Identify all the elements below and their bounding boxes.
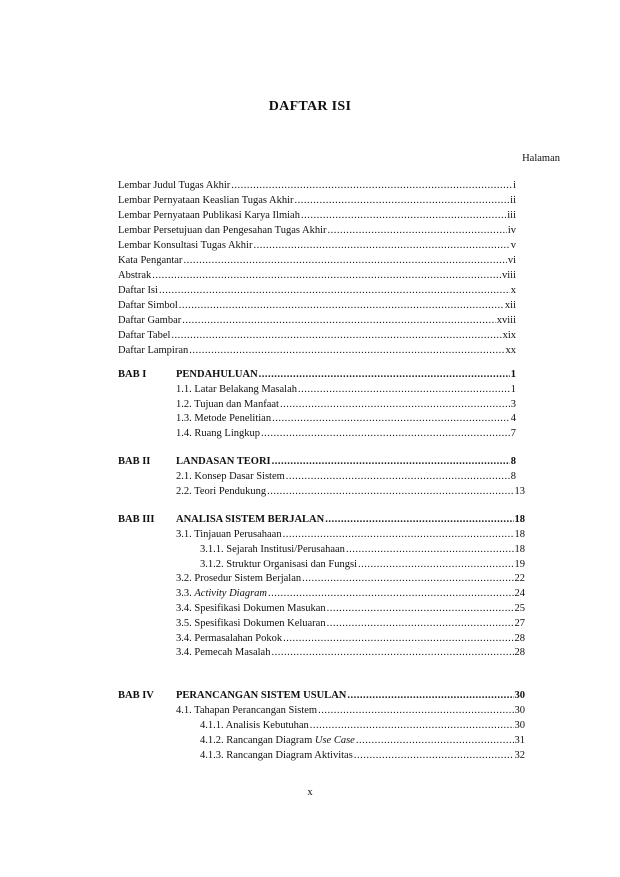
- chapter-label: BAB III: [118, 514, 155, 525]
- toc-entry: 3.4. Pemecah Masalah ..... 28: [176, 646, 525, 660]
- toc-entry: 1.3. Metode Penelitian ..... 4: [176, 412, 516, 426]
- toc-entry: 4.1.1. Analisis Kebutuhan ..... 30: [200, 719, 525, 733]
- toc-entry: Kata Pengantar ..... vi: [118, 254, 516, 268]
- page-number: x: [307, 787, 313, 798]
- toc-entry: 4.1. Tahapan Perancangan Sistem ..... 30: [176, 704, 525, 718]
- toc-entry: 3.5. Spesifikasi Dokumen Keluaran ..... 27: [176, 617, 525, 631]
- toc-entry: Daftar Lampiran ..... xx: [118, 344, 516, 358]
- toc-entry: 1.4. Ruang Lingkup ..... 7: [176, 427, 516, 441]
- toc-entry: 2.1. Konsep Dasar Sistem ..... 8: [176, 470, 516, 484]
- toc-entry: Daftar Simbol ..... xii: [118, 299, 516, 313]
- toc-entry: 3.4. Permasalahan Pokok ..... 28: [176, 632, 525, 646]
- toc-entry: Daftar Gambar ..... xviii: [118, 314, 516, 328]
- chapter-label: BAB IV: [118, 690, 154, 701]
- toc-entry: Abstrak ..... viii: [118, 269, 516, 283]
- chapter-heading: PENDAHULUAN ..... 1: [176, 368, 516, 382]
- toc-entry: 4.1.2. Rancangan Diagram Use Case ..... 31: [200, 734, 525, 748]
- toc-entry: 1.1. Latar Belakang Masalah ..... 1: [176, 383, 516, 397]
- toc-entry: Daftar Isi ..... x: [118, 284, 516, 298]
- toc-entry: Daftar Tabel ..... xix: [118, 329, 516, 343]
- chapter-label: BAB II: [118, 456, 151, 467]
- chapter-heading: PERANCANGAN SISTEM USULAN ..... 30: [176, 689, 525, 703]
- chapter-heading: ANALISA SISTEM BERJALAN ..... 18: [176, 513, 525, 527]
- toc-entry: 3.4. Spesifikasi Dokumen Masukan ..... 25: [176, 602, 525, 616]
- toc-entry: 3.1.1. Sejarah Institusi/Perusahaan ..... 18: [200, 543, 525, 557]
- toc-entry: 3.1.2. Struktur Organisasi dan Fungsi ..... 19: [200, 558, 525, 572]
- toc-entry: 3.1. Tinjauan Perusahaan ..... 18: [176, 528, 525, 542]
- toc-entry: Lembar Pernyataan Keaslian Tugas Akhir ..... ii: [118, 194, 516, 208]
- toc-entry: Lembar Judul Tugas Akhir ..... i: [118, 179, 516, 193]
- toc-entry: Lembar Persetujuan dan Pengesahan Tugas Akhir ..... iv: [118, 224, 516, 238]
- halaman-header: Halaman: [522, 153, 560, 164]
- toc-entry: 4.1.3. Rancangan Diagram Aktivitas ..... 32: [200, 749, 525, 763]
- chapter-heading: LANDASAN TEORI ..... 8: [176, 455, 516, 469]
- page-title: DAFTAR ISI: [268, 99, 352, 114]
- toc-entry: 3.3. Activity Diagram ..... 24: [176, 587, 525, 601]
- toc-entry: Lembar Pernyataan Publikasi Karya Ilmiah ..... iii: [118, 209, 516, 223]
- toc-entry: 2.2. Teori Pendukung ..... 13: [176, 485, 525, 499]
- chapter-label: BAB I: [118, 369, 147, 380]
- toc-entry: 3.2. Prosedur Sistem Berjalan ..... 22: [176, 572, 525, 586]
- toc-entry: 1.2. Tujuan dan Manfaat ..... 3: [176, 398, 516, 412]
- toc-entry: Lembar Konsultasi Tugas Akhir ..... v: [118, 239, 516, 253]
